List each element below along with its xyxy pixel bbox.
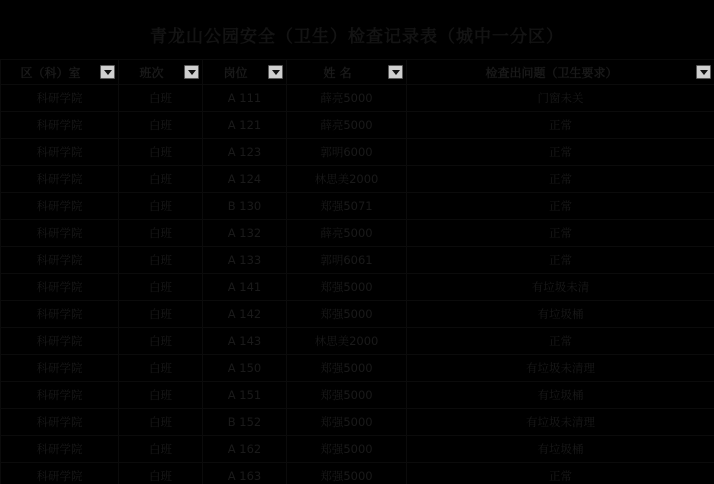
table-row[interactable] — [1, 328, 714, 355]
cell-shift[interactable]: 白班 — [119, 355, 203, 382]
cell-post[interactable]: A 151 — [203, 382, 287, 409]
table-row[interactable] — [1, 463, 714, 484]
table-row[interactable] — [1, 355, 714, 382]
cell-name[interactable]: 郑强5000 — [287, 463, 407, 484]
cell-post[interactable]: B 130 — [203, 193, 287, 220]
cell-post[interactable]: A 162 — [203, 436, 287, 463]
table-row[interactable] — [1, 274, 714, 301]
cell-name[interactable]: 郑强5000 — [287, 355, 407, 382]
filter-dropdown-icon[interactable] — [100, 65, 115, 79]
cell-shift[interactable]: 白班 — [119, 193, 203, 220]
table-row[interactable] — [1, 85, 714, 112]
cell-name[interactable]: 林思美2000 — [287, 166, 407, 193]
column-header-department[interactable] — [1, 60, 119, 85]
column-header-name[interactable] — [287, 60, 407, 85]
column-header-shift[interactable] — [119, 60, 203, 85]
cell-issues[interactable]: 正常 — [407, 193, 714, 220]
cell-issues[interactable]: 正常 — [407, 166, 714, 193]
cell-post[interactable]: A 141 — [203, 274, 287, 301]
table-row[interactable] — [1, 112, 714, 139]
filter-dropdown-icon[interactable] — [184, 65, 199, 79]
cell-shift[interactable]: 白班 — [119, 85, 203, 112]
cell-shift[interactable]: 白班 — [119, 112, 203, 139]
cell-issues[interactable]: 正常 — [407, 112, 714, 139]
cell-post[interactable]: A 111 — [203, 85, 287, 112]
table-row[interactable] — [1, 139, 714, 166]
cell-issues[interactable]: 有垃圾未清理 — [407, 355, 714, 382]
cell-issues[interactable]: 有垃圾桶 — [407, 382, 714, 409]
cell-post[interactable]: A 124 — [203, 166, 287, 193]
inspection-record-table — [0, 59, 714, 484]
cell-name[interactable]: 郑强5000 — [287, 436, 407, 463]
cell-issues[interactable]: 门窗未关 — [407, 85, 714, 112]
cell-name[interactable]: 林思美2000 — [287, 328, 407, 355]
cell-issues[interactable]: 有垃圾桶 — [407, 301, 714, 328]
cell-name[interactable]: 郑强5000 — [287, 301, 407, 328]
cell-department[interactable]: 科研学院 — [1, 409, 119, 436]
table-row[interactable] — [1, 382, 714, 409]
cell-shift[interactable]: 白班 — [119, 139, 203, 166]
cell-post[interactable]: B 152 — [203, 409, 287, 436]
column-header-issues-label: 检查出问题（卫生要求） — [485, 65, 618, 80]
cell-post[interactable]: A 123 — [203, 139, 287, 166]
cell-post[interactable]: A 121 — [203, 112, 287, 139]
cell-shift[interactable]: 白班 — [119, 301, 203, 328]
table-row[interactable] — [1, 436, 714, 463]
cell-issues[interactable]: 有垃圾未清理 — [407, 409, 714, 436]
cell-department[interactable]: 科研学院 — [1, 328, 119, 355]
cell-department[interactable]: 科研学院 — [1, 355, 119, 382]
filter-dropdown-icon[interactable] — [268, 65, 283, 79]
cell-department[interactable]: 科研学院 — [1, 301, 119, 328]
filter-dropdown-icon[interactable] — [388, 65, 403, 79]
cell-shift[interactable]: 白班 — [119, 436, 203, 463]
cell-issues[interactable]: 正常 — [407, 139, 714, 166]
cell-shift[interactable]: 白班 — [119, 328, 203, 355]
cell-name[interactable]: 郑强5000 — [287, 382, 407, 409]
cell-shift[interactable]: 白班 — [119, 166, 203, 193]
cell-department[interactable]: 科研学院 — [1, 274, 119, 301]
cell-shift[interactable]: 白班 — [119, 463, 203, 484]
cell-shift[interactable]: 白班 — [119, 220, 203, 247]
column-header-post-label: 岗位 — [223, 65, 248, 80]
cell-shift[interactable]: 白班 — [119, 409, 203, 436]
cell-post[interactable]: A 163 — [203, 463, 287, 484]
table-row[interactable] — [1, 247, 714, 274]
cell-department[interactable]: 科研学院 — [1, 436, 119, 463]
cell-department[interactable]: 科研学院 — [1, 220, 119, 247]
cell-post[interactable]: A 132 — [203, 220, 287, 247]
cell-issues[interactable]: 正常 — [407, 220, 714, 247]
cell-shift[interactable]: 白班 — [119, 382, 203, 409]
cell-post[interactable]: A 150 — [203, 355, 287, 382]
cell-name[interactable]: 郭明6061 — [287, 247, 407, 274]
filter-dropdown-icon[interactable] — [696, 65, 711, 79]
cell-department[interactable]: 科研学院 — [1, 247, 119, 274]
table-row[interactable] — [1, 409, 714, 436]
cell-department[interactable]: 科研学院 — [1, 112, 119, 139]
cell-issues[interactable]: 正常 — [407, 247, 714, 274]
cell-post[interactable]: A 143 — [203, 328, 287, 355]
cell-name[interactable]: 薛亮5000 — [287, 220, 407, 247]
cell-name[interactable]: 郑强5000 — [287, 409, 407, 436]
cell-department[interactable]: 科研学院 — [1, 139, 119, 166]
page-title: 青龙山公园安全（卫生）检查记录表（城中一分区） — [150, 27, 564, 47]
cell-name[interactable]: 郑强5071 — [287, 193, 407, 220]
cell-department[interactable]: 科研学院 — [1, 166, 119, 193]
cell-department[interactable]: 科研学院 — [1, 463, 119, 484]
cell-department[interactable]: 科研学院 — [1, 382, 119, 409]
table-row[interactable] — [1, 166, 714, 193]
column-header-department-label: 区（科）室 — [20, 65, 81, 80]
column-header-shift-label: 班次 — [139, 65, 164, 80]
cell-name[interactable]: 薛亮5000 — [287, 85, 407, 112]
cell-issues[interactable]: 有垃圾桶 — [407, 436, 714, 463]
cell-name[interactable]: 郭明6000 — [287, 139, 407, 166]
cell-shift[interactable]: 白班 — [119, 247, 203, 274]
column-header-post[interactable] — [203, 60, 287, 85]
table-row[interactable] — [1, 220, 714, 247]
cell-post[interactable]: A 133 — [203, 247, 287, 274]
cell-issues[interactable]: 有垃圾未清 — [407, 274, 714, 301]
cell-name[interactable]: 薛亮5000 — [287, 112, 407, 139]
table-body — [1, 85, 714, 484]
cell-shift[interactable]: 白班 — [119, 274, 203, 301]
column-header-name-label: 姓 名 — [323, 65, 352, 80]
cell-department[interactable]: 科研学院 — [1, 193, 119, 220]
table-header-row — [1, 60, 714, 85]
cell-name[interactable]: 郑强5000 — [287, 274, 407, 301]
column-header-issues[interactable] — [407, 60, 714, 85]
table-row[interactable] — [1, 193, 714, 220]
cell-issues[interactable]: 正常 — [407, 328, 714, 355]
table-row[interactable] — [1, 301, 714, 328]
cell-department[interactable]: 科研学院 — [1, 85, 119, 112]
cell-issues[interactable]: 正常 — [407, 463, 714, 484]
cell-post[interactable]: A 142 — [203, 301, 287, 328]
